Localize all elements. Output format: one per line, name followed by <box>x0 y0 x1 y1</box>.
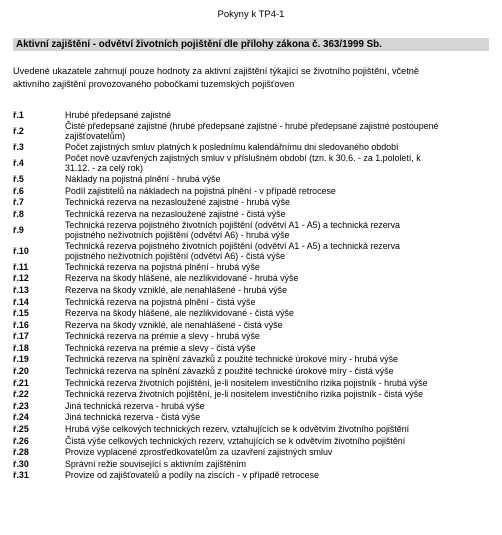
list-item <box>13 121 493 142</box>
list-item <box>13 388 493 400</box>
item-code: ř.31 <box>13 470 29 481</box>
item-code: ř.9 <box>13 225 24 236</box>
list-item <box>13 197 493 209</box>
item-code: ř.20 <box>13 366 29 377</box>
list-item <box>13 446 493 458</box>
item-text: Jiná technická rezerva - čistá výše <box>65 412 201 423</box>
item-code: ř.30 <box>13 458 29 469</box>
item-code: ř.13 <box>13 284 29 295</box>
item-list <box>13 109 493 481</box>
item-text: Technická rezerva na nezasloužené zajistné - hrubá výše <box>65 197 290 208</box>
intro-line: Uvedené ukazatele zahrnují pouze hodnoty za aktivní zajištění týkající se životního pojištění, včetně <box>13 66 420 76</box>
list-item <box>13 470 493 482</box>
item-code: ř.18 <box>13 342 29 353</box>
item-text: Rezerva na škody vzniklé, ale nenahlášené - hrubá výše <box>65 284 288 295</box>
list-item <box>13 173 493 185</box>
item-text: Správní režie související s aktivním zajištěním <box>65 458 247 469</box>
list-item <box>13 400 493 412</box>
item-text: Provize vyplacené zprostředkovatelům za uzavření zajistných smluv <box>65 447 333 458</box>
page-header: Pokyny k TP4-1 <box>217 9 285 20</box>
item-text: Technická rezerva na pojistná plnění - hrubá výše <box>65 261 260 272</box>
item-code: ř.4 <box>13 158 24 169</box>
item-code: ř.21 <box>13 377 29 388</box>
item-text: Čistá výše celkových technických rezerv, vztahujících se k odvětvím životního pojištění <box>65 435 406 446</box>
item-text: Hrubé předepsané zajistné <box>65 109 172 120</box>
list-item <box>13 412 493 424</box>
item-code: ř.19 <box>13 354 29 365</box>
item-text: Rezerva na škody hlášené, ale nezlikvidované - čistá výše <box>65 308 294 319</box>
item-text: Technická rezerva pojistného životních pojištění (odvětví A1 - A5) a technická rezerva pojistného neživotních pojištění (odvětví A6) - čistá výše <box>65 240 400 261</box>
item-text: Podíl zajistitelů na nákladech na pojistná plnění - v případě retrocese <box>65 185 336 196</box>
item-text: Počet zajistných smluv platných k poslednímu kalendářnímu dni sledovaného období <box>65 141 399 152</box>
item-text: Technická rezerva životních pojištění, je-li nositelem investičního rizika pojistník - hrubá výše <box>65 377 428 388</box>
item-code: ř.22 <box>13 389 29 400</box>
item-code: ř.15 <box>13 308 29 319</box>
list-item <box>13 141 493 153</box>
list-item <box>13 240 493 261</box>
list-item <box>13 109 493 121</box>
item-text: Jiná technická rezerva - hrubá výše <box>65 400 205 411</box>
list-item <box>13 296 493 308</box>
item-text: Čisté předepsané zajistné (hrubé předepsané zajistné - hrubé předepsané zajistné postoupené zajišťovatelům) <box>65 120 439 141</box>
item-text: Provize od zajišťovatelů a podíly na ziscích - v případě retrocese <box>65 470 319 481</box>
item-text: Technická rezerva na splnění závazků z použité technické úrokové míry - čistá výše <box>65 366 394 377</box>
section-title: Aktivní zajištění - odvětví životních pojištění dle přílohy zákona č. 363/1999 Sb. <box>16 39 382 50</box>
item-text: Technická rezerva na prémie a slevy - čistá výše <box>65 342 256 353</box>
intro-line: aktivního zajištění provozovaného pobočkami tuzemských pojišťoven <box>13 79 295 89</box>
item-code: ř.16 <box>13 319 29 330</box>
list-item <box>13 208 493 220</box>
list-item <box>13 319 493 331</box>
list-item <box>13 423 493 435</box>
item-text: Technická rezerva na pojistná plnění - čistá výše <box>65 296 256 307</box>
item-text: Hrubá výše celkových technických rezerv, vztahujících se k odvětvím životního pojištění <box>65 424 410 435</box>
item-code: ř.26 <box>13 435 29 446</box>
item-code: ř.5 <box>13 174 24 185</box>
list-item <box>13 435 493 447</box>
list-item <box>13 261 493 273</box>
item-code: ř.3 <box>13 141 24 152</box>
item-code: ř.6 <box>13 185 24 196</box>
intro-paragraph <box>13 65 491 91</box>
item-text: Technická rezerva na splnění závazků z použité technické úrokové míry - hrubá výše <box>65 354 398 365</box>
list-item <box>13 458 493 470</box>
item-code: ř.2 <box>13 125 24 136</box>
item-code: ř.7 <box>13 197 24 208</box>
list-item <box>13 377 493 389</box>
item-code: ř.10 <box>13 245 29 256</box>
item-text: Technická rezerva životních pojištění, je-li nositelem investičního rizika pojistník - čistá výše <box>65 389 424 400</box>
item-text: Rezerva na škody vzniklé, ale nenahlášené - čistá výše <box>65 319 283 330</box>
list-item <box>13 365 493 377</box>
item-text: Technická rezerva pojistného životních pojištění (odvětví A1 - A5) a technická rezerva pojistného neživotních pojištění (odvětví A6) - hrubá výše <box>65 220 400 241</box>
item-code: ř.8 <box>13 208 24 219</box>
list-item <box>13 273 493 285</box>
item-code: ř.1 <box>13 109 24 120</box>
list-item <box>13 307 493 319</box>
item-code: ř.12 <box>13 273 29 284</box>
item-code: ř.24 <box>13 412 29 423</box>
item-code: ř.11 <box>13 261 29 272</box>
item-code: ř.17 <box>13 331 29 342</box>
item-text: Technická rezerva na prémie a slevy - hrubá výše <box>65 331 260 342</box>
list-item <box>13 342 493 354</box>
item-text: Náklady na pojistná plnění - hrubá výše <box>65 174 221 185</box>
item-text: Technická rezerva na nezasloužené zajistné - čistá výše <box>65 208 286 219</box>
item-code: ř.14 <box>13 296 29 307</box>
item-code: ř.23 <box>13 400 29 411</box>
item-code: ř.25 <box>13 424 29 435</box>
list-item <box>13 153 493 174</box>
list-item <box>13 185 493 197</box>
item-text: Rezerva na škody hlášené, ale nezlikvidované - hrubá výše <box>65 273 299 284</box>
item-text: Počet nově uzavřených zajistných smluv v příslušném období (tzn. k 30.6. - za 1.pololetí, k 31.12. - za celý rok) <box>65 153 421 174</box>
list-item <box>13 220 493 241</box>
item-code: ř.28 <box>13 447 29 458</box>
list-item <box>13 284 493 296</box>
list-item <box>13 331 493 343</box>
list-item <box>13 354 493 366</box>
